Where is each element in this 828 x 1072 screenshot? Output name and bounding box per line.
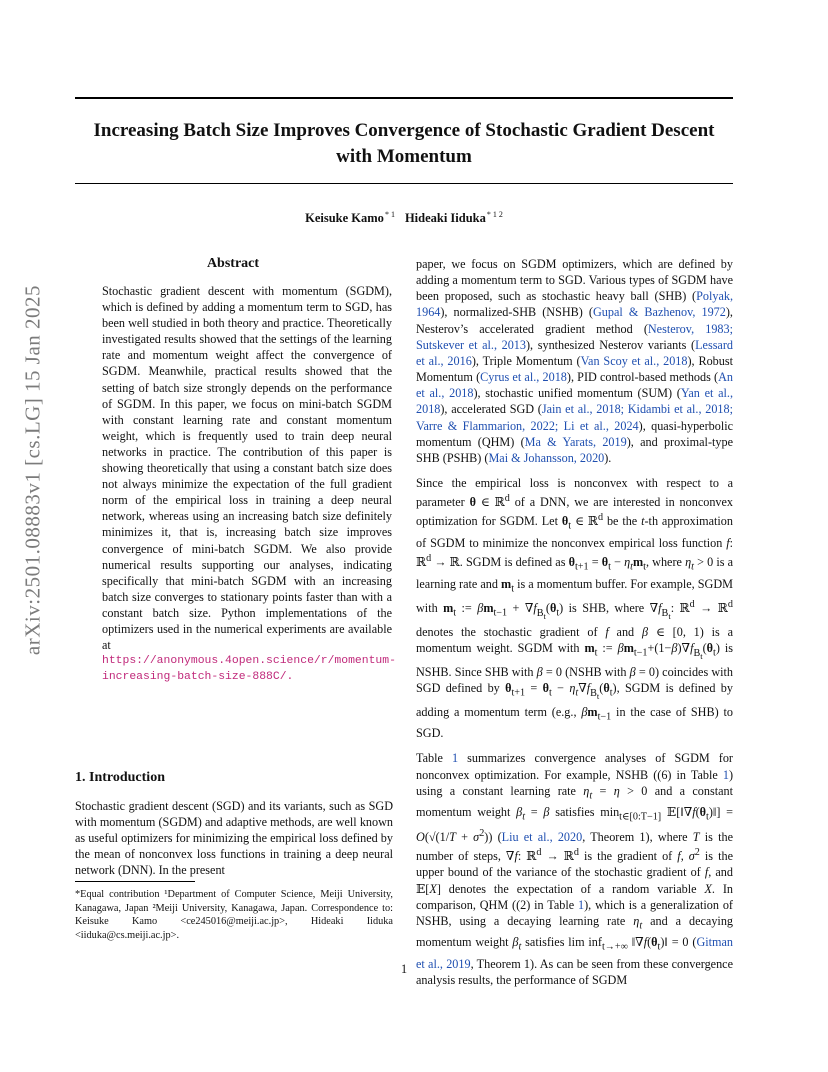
- author-name: Keisuke Kamo: [305, 211, 384, 226]
- section-heading-introduction: 1. Introduction: [75, 770, 165, 785]
- author-affiliation-marks: * 1 2: [486, 210, 503, 219]
- footnote: *Equal contribution ¹Department of Computer Science, Meiji University, Kanagawa, Japan ²Meiji University, Kanagawa, Japan. Correspondence to: Keisuke Kamo <ce245016@meiji.ac.jp>, Hideaki Iiduka <iiduka@cs.meiji.ac.jp>.: [75, 889, 393, 941]
- author-list: [75, 210, 733, 226]
- body-paragraph: Table 1 summarizes convergence analyses of SGDM for nonconvex optimization. For example, NSHB ((6) in Table 1) using a constant learning rate $\eta_t = \eta > 0$ and a constant momentum weight $\beta_t = \beta$ satisfies $\min_{t\in[0:T-1]}$ $𝔼[‖\nabla f(\theta_t)‖] = O(√(1/T + \sigma^2))$ (Liu et al., 2020, Theorem 1), where T is the number of steps, ∇f: ℝ$^d$ → ℝ$^d$ is the gradient of f, $\sigma^2$ is the upper bound of the variance of the stochastic gradient of f, and 𝔼[X] denotes the expectation of a random variable X. In comparison, QHM ((2) in Table 1), which is a generalization of NSHB, using a decaying learning rate $\eta_t$ and a decaying momentum weight $\beta_t$ satisfies lim inf$_{t\to+\infty}$ $‖\nabla f(\theta_t)‖ = 0$ (Gitman et al., 2019, Theorem 1). As can be seen from these convergence analysis results, the performance of SGDM: [416, 751, 734, 988]
- body-paragraph: Since the empirical loss is nonconvex with respect to a parameter θ ∈ ℝ$^d$ of a DNN, we are interested in nonconvex optimization for SGDM. Let $\theta_t$ ∈ ℝ$^d$ be the t-th approximation of SGDM to minimize the nonconvex empirical loss function f: ℝ$^d$ → ℝ. SGDM is defined as $\theta_{t+1} = \theta_t - \eta_tm_t$, where $\eta_t > 0$ is a learning rate and $m_t$ is a momentum buffer. For example, SGDM with $m_t$ := $\beta m_{t-1} + \nabla f_{B_t}(\theta_t)$ is SHB, where $\nabla f_{B_t}$: ℝ$^d$ → ℝ$^d$ denotes the stochastic gradient of f and β ∈ [0, 1) is a momentum weight. SGDM with $m_t$ := $\beta m_{t-1}+(1-\beta)\nabla f_{B_t}(\theta_t)$ is NSHB. Since SHB with β = 0 (NSHB with β = 0) coincides with SGD defined by $\theta_{t+1} = \theta_t - \eta_t\nabla f_{B_t}(\theta_t)$, SGDM is defined by adding a momentum term (e.g., $\beta m_{t-1}$ in the case of SHB) to SGD.: [416, 476, 734, 741]
- right-column: [416, 256, 733, 997]
- page-number: 1: [400, 962, 408, 976]
- title-rule-bottom: [75, 183, 733, 184]
- author-name: Hideaki Iiduka: [404, 211, 486, 226]
- arxiv-stamp: arXiv:2501.08883v1 [cs.LG] 15 Jan 2025: [20, 284, 45, 656]
- abstract-heading: Abstract: [206, 256, 260, 271]
- intro-paragraph: Stochastic gradient descent (SGD) and its variants, such as SGD with momentum (SGDM) and adaptive methods, are well known as useful optimizers for minimizing the empirical loss defined by the mean of nonconvex loss functions in training a deep neural network (DNN). In the present: [75, 799, 393, 878]
- paper-title: Increasing Batch Size Improves Convergence of Stochastic Gradient Descent with Momentum: [93, 120, 715, 167]
- body-paragraph: paper, we focus on SGDM optimizers, which are defined by adding a momentum term to SGD. Various types of SGDM have been proposed, such as stochastic heavy ball (SHB) (Polyak, 1964), normalized-SHB (NSHB) (Gupal & Bazhenov, 1972), Nesterov’s accelerated gradient method (Nesterov, 1983; Sutskever et al., 2013), synthesized Nesterov variants (Lessard et al., 2016), Triple Momentum (Van Scoy et al., 2018), Robust Momentum (Cyrus et al., 2018), PID control-based methods (An et al., 2018), stochastic unified momentum (SUM) (Yan et al., 2018), accelerated SGD (Jain et al., 2018; Kidambi et al., 2018; Varre & Flammarion, 2022; Li et al., 2024), quasi-hyperbolic momentum (QHM) (Ma & Yarats, 2019), and proximal-type SHB (PSHB) (Mai & Johansson, 2020).: [416, 257, 734, 465]
- code-url-link[interactable]: https://anonymous.4open.science/r/momentum-increasing-batch-size-888C/.: [102, 655, 396, 684]
- abstract-body: [102, 283, 396, 685]
- footnote-rule: [75, 881, 195, 882]
- abstract-text: Stochastic gradient descent with momentum (SGDM), which is defined by adding a momentum term to SGD, has been well studied in both theory and practice. Theoretically investigated results showed that the settings of the learning rate and momentum weight affect the convergence of SGDM. Meanwhile, practical results showed that the setting of batch size strongly depends on the performance of SGDM. In this paper, we focus on mini-batch SGDM with constant learning rate and constant momentum weight, which is frequently used to train deep neural networks in practice. The contribution of this paper is showing theoretically that using a constant batch size does not always minimize the expectation of the full gradient norm of the empirical loss in training a deep neural network, whereas using an increasing batch size definitely minimizes it, that is, increasing batch size improves convergence of mini-batch SGDM. We also provide numerical results supporting our analyses, indicating specifically that mini-batch SGDM with an increasing batch size converges to stationary points faster than with a constant batch size. Python implementations of the optimizers used in the numerical experiments are available at: [102, 284, 392, 653]
- author-affiliation-marks: * 1: [384, 210, 395, 219]
- title-rule-top: [75, 97, 733, 99]
